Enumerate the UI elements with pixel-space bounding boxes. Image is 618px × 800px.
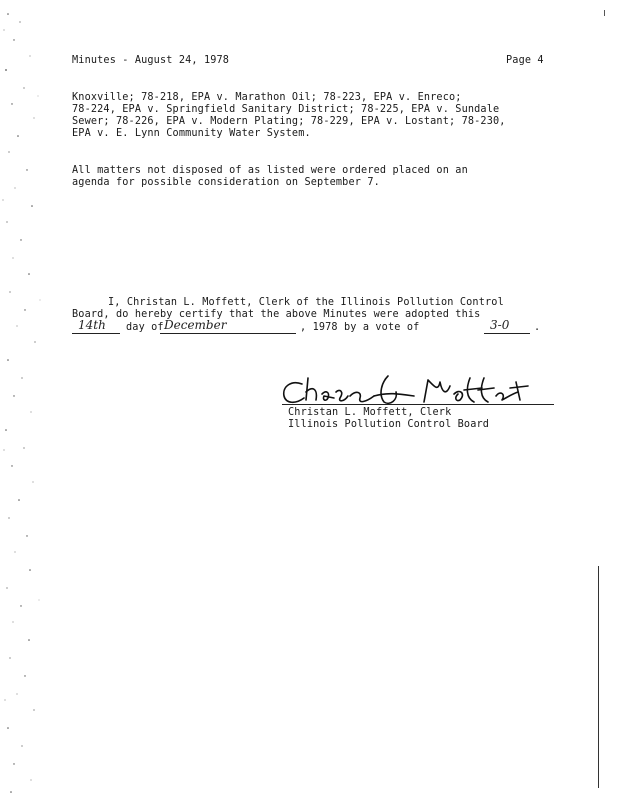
vote-underline (484, 333, 530, 334)
body-line: EPA v. E. Lynn Community Water System. (72, 128, 311, 139)
scan-edge-line (598, 566, 599, 788)
handwritten-vote: 3-0 (490, 318, 510, 332)
sentence-end: . (534, 322, 541, 333)
body-line: Sewer; 78-226, EPA v. Modern Plating; 78-229, EPA v. Lostant; 78-230, (72, 116, 506, 127)
signer-name: Christan L. Moffett, Clerk (288, 407, 452, 418)
signer-organization: Illinois Pollution Control Board (288, 419, 490, 430)
body-line: 78-224, EPA v. Springfield Sanitary District; 78-225, EPA v. Sundale (72, 104, 500, 115)
handwritten-day: 14th (78, 318, 106, 332)
body-line: Knoxville; 78-218, EPA v. Marathon Oil; 78-223, EPA v. Enreco; (72, 92, 462, 103)
certification-line: Board, do hereby certify that the above Minutes were adopted this (72, 309, 481, 320)
body-line: All matters not disposed of as listed were ordered placed on an (72, 165, 468, 176)
body-line: agenda for possible consideration on September 7. (72, 177, 380, 188)
scan-corner-mark (604, 10, 611, 16)
scan-edge-speckle (0, 0, 52, 800)
signature-line (282, 404, 554, 405)
year-text: , 1978 by a vote of (300, 322, 420, 333)
certification-line: I, Christan L. Moffett, Clerk of the Illinois Pollution Control (108, 297, 504, 308)
page-number: Page 4 (506, 55, 544, 66)
month-underline (160, 333, 296, 334)
day-label: day of (126, 322, 164, 333)
handwritten-month: December (164, 318, 227, 332)
header-title: Minutes - August 24, 1978 (72, 55, 230, 66)
day-underline (72, 333, 120, 334)
